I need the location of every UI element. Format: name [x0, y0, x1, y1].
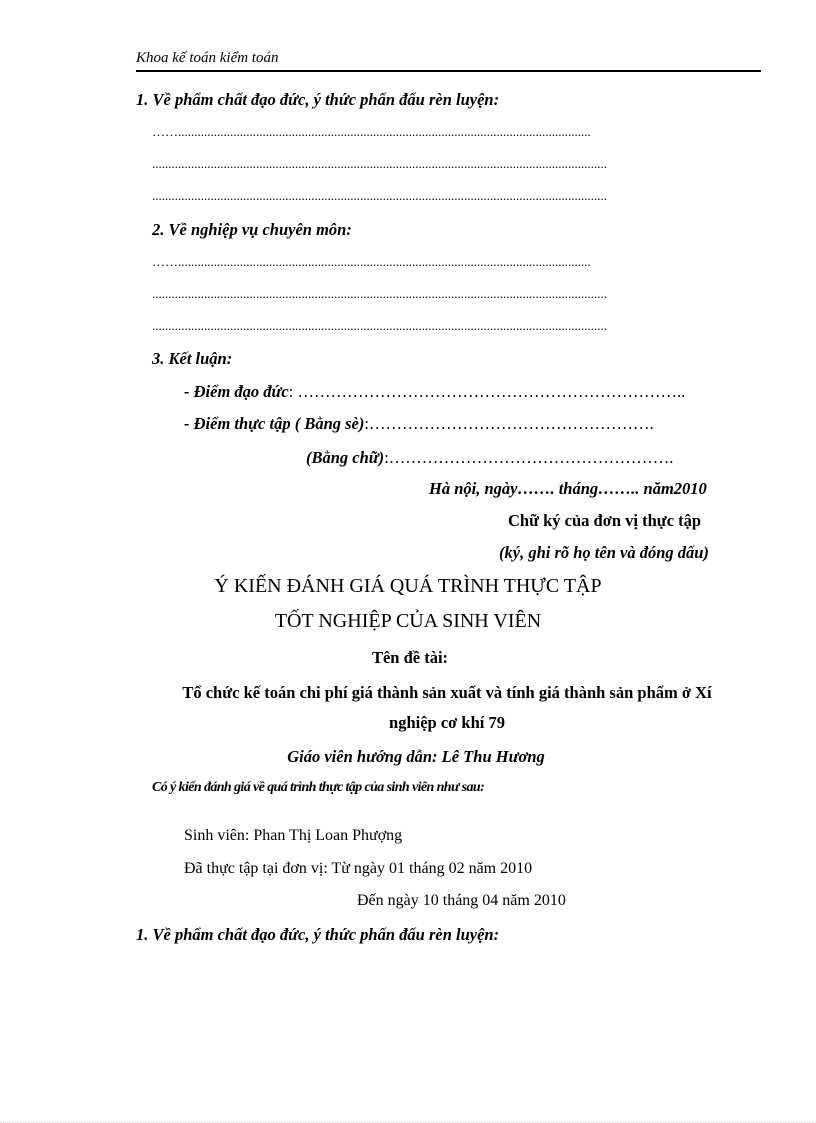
- internship-score-row: [184, 414, 654, 434]
- section2-dotted-line-2: ............................................................................................................................................: [152, 286, 607, 301]
- place-date: Hà nội, ngày……. tháng…….. năm2010: [429, 479, 707, 498]
- internship-score-label: - Điểm thực tập ( Bằng sè): [184, 414, 365, 433]
- ethics-score-row: [184, 382, 685, 402]
- section2-heading: 2. Về nghiệp vụ chuyên môn:: [152, 220, 352, 239]
- internship-from: Đã thực tập tại đơn vị: Từ ngày 01 tháng 02 năm 2010: [184, 860, 533, 877]
- signature-instruction: (ký, ghi rõ họ tên và đóng dấu): [499, 543, 709, 562]
- section2-dotted-line-3: ............................................................................................................................................: [152, 318, 607, 333]
- signer-label: Chữ ký của đơn vị thực tập: [508, 511, 702, 530]
- internship-score-fill: :…………………………………………….: [364, 414, 654, 433]
- section3-heading: 3. Kết luận:: [152, 349, 233, 368]
- form-title-line2: TỐT NGHIỆP CỦA SINH VIÊN: [274, 610, 542, 632]
- section2-dotted-line-1: ……...............................................................................................................................: [152, 254, 591, 269]
- header-rule: [136, 70, 761, 72]
- header-title: Khoa kế toán kiểm toán: [136, 50, 279, 66]
- advisor: Giáo viên hướng dẫn: Lê Thu Hương: [287, 747, 545, 766]
- section1-dotted-line-2: ............................................................................................................................................: [152, 156, 607, 171]
- score-in-words-row: [306, 448, 673, 468]
- internship-to: Đến ngày 10 tháng 04 năm 2010: [357, 892, 566, 909]
- section1-heading: 1. Về phẩm chất đạo đức, ý thức phấn đấu rèn luyện:: [136, 90, 500, 109]
- ethics-score-fill: : ……………………………………………………………..: [288, 382, 686, 401]
- topic-label: Tên đề tài:: [371, 648, 449, 667]
- topic-line1: Tổ chức kế toán chi phí giá thành sản xuất và tính giá thành sản phẩm ở Xí: [182, 683, 712, 702]
- section1-dotted-line-3: ............................................................................................................................................: [152, 188, 607, 203]
- section1-heading-repeat: 1. Về phẩm chất đạo đức, ý thức phấn đấu rèn luyện:: [136, 925, 500, 944]
- score-in-words-fill: :…………………………………………….: [384, 448, 674, 467]
- opinion-intro: Có ý kiến đánh giá về quá trình thực tập của sinh viên như sau:: [152, 780, 485, 795]
- section1-dotted-line-1: ……...............................................................................................................................: [152, 124, 591, 139]
- score-in-words-label: (Bằng chữ): [306, 448, 385, 467]
- ethics-score-label: - Điểm đạo đức: [184, 382, 289, 401]
- topic-line2: nghiệp cơ khí 79: [389, 713, 505, 732]
- form-title-line1: Ý KIẾN ĐÁNH GIÁ QUÁ TRÌNH THỰC TẬP: [214, 575, 602, 597]
- student-name: Sinh viên: Phan Thị Loan Phượng: [184, 827, 403, 844]
